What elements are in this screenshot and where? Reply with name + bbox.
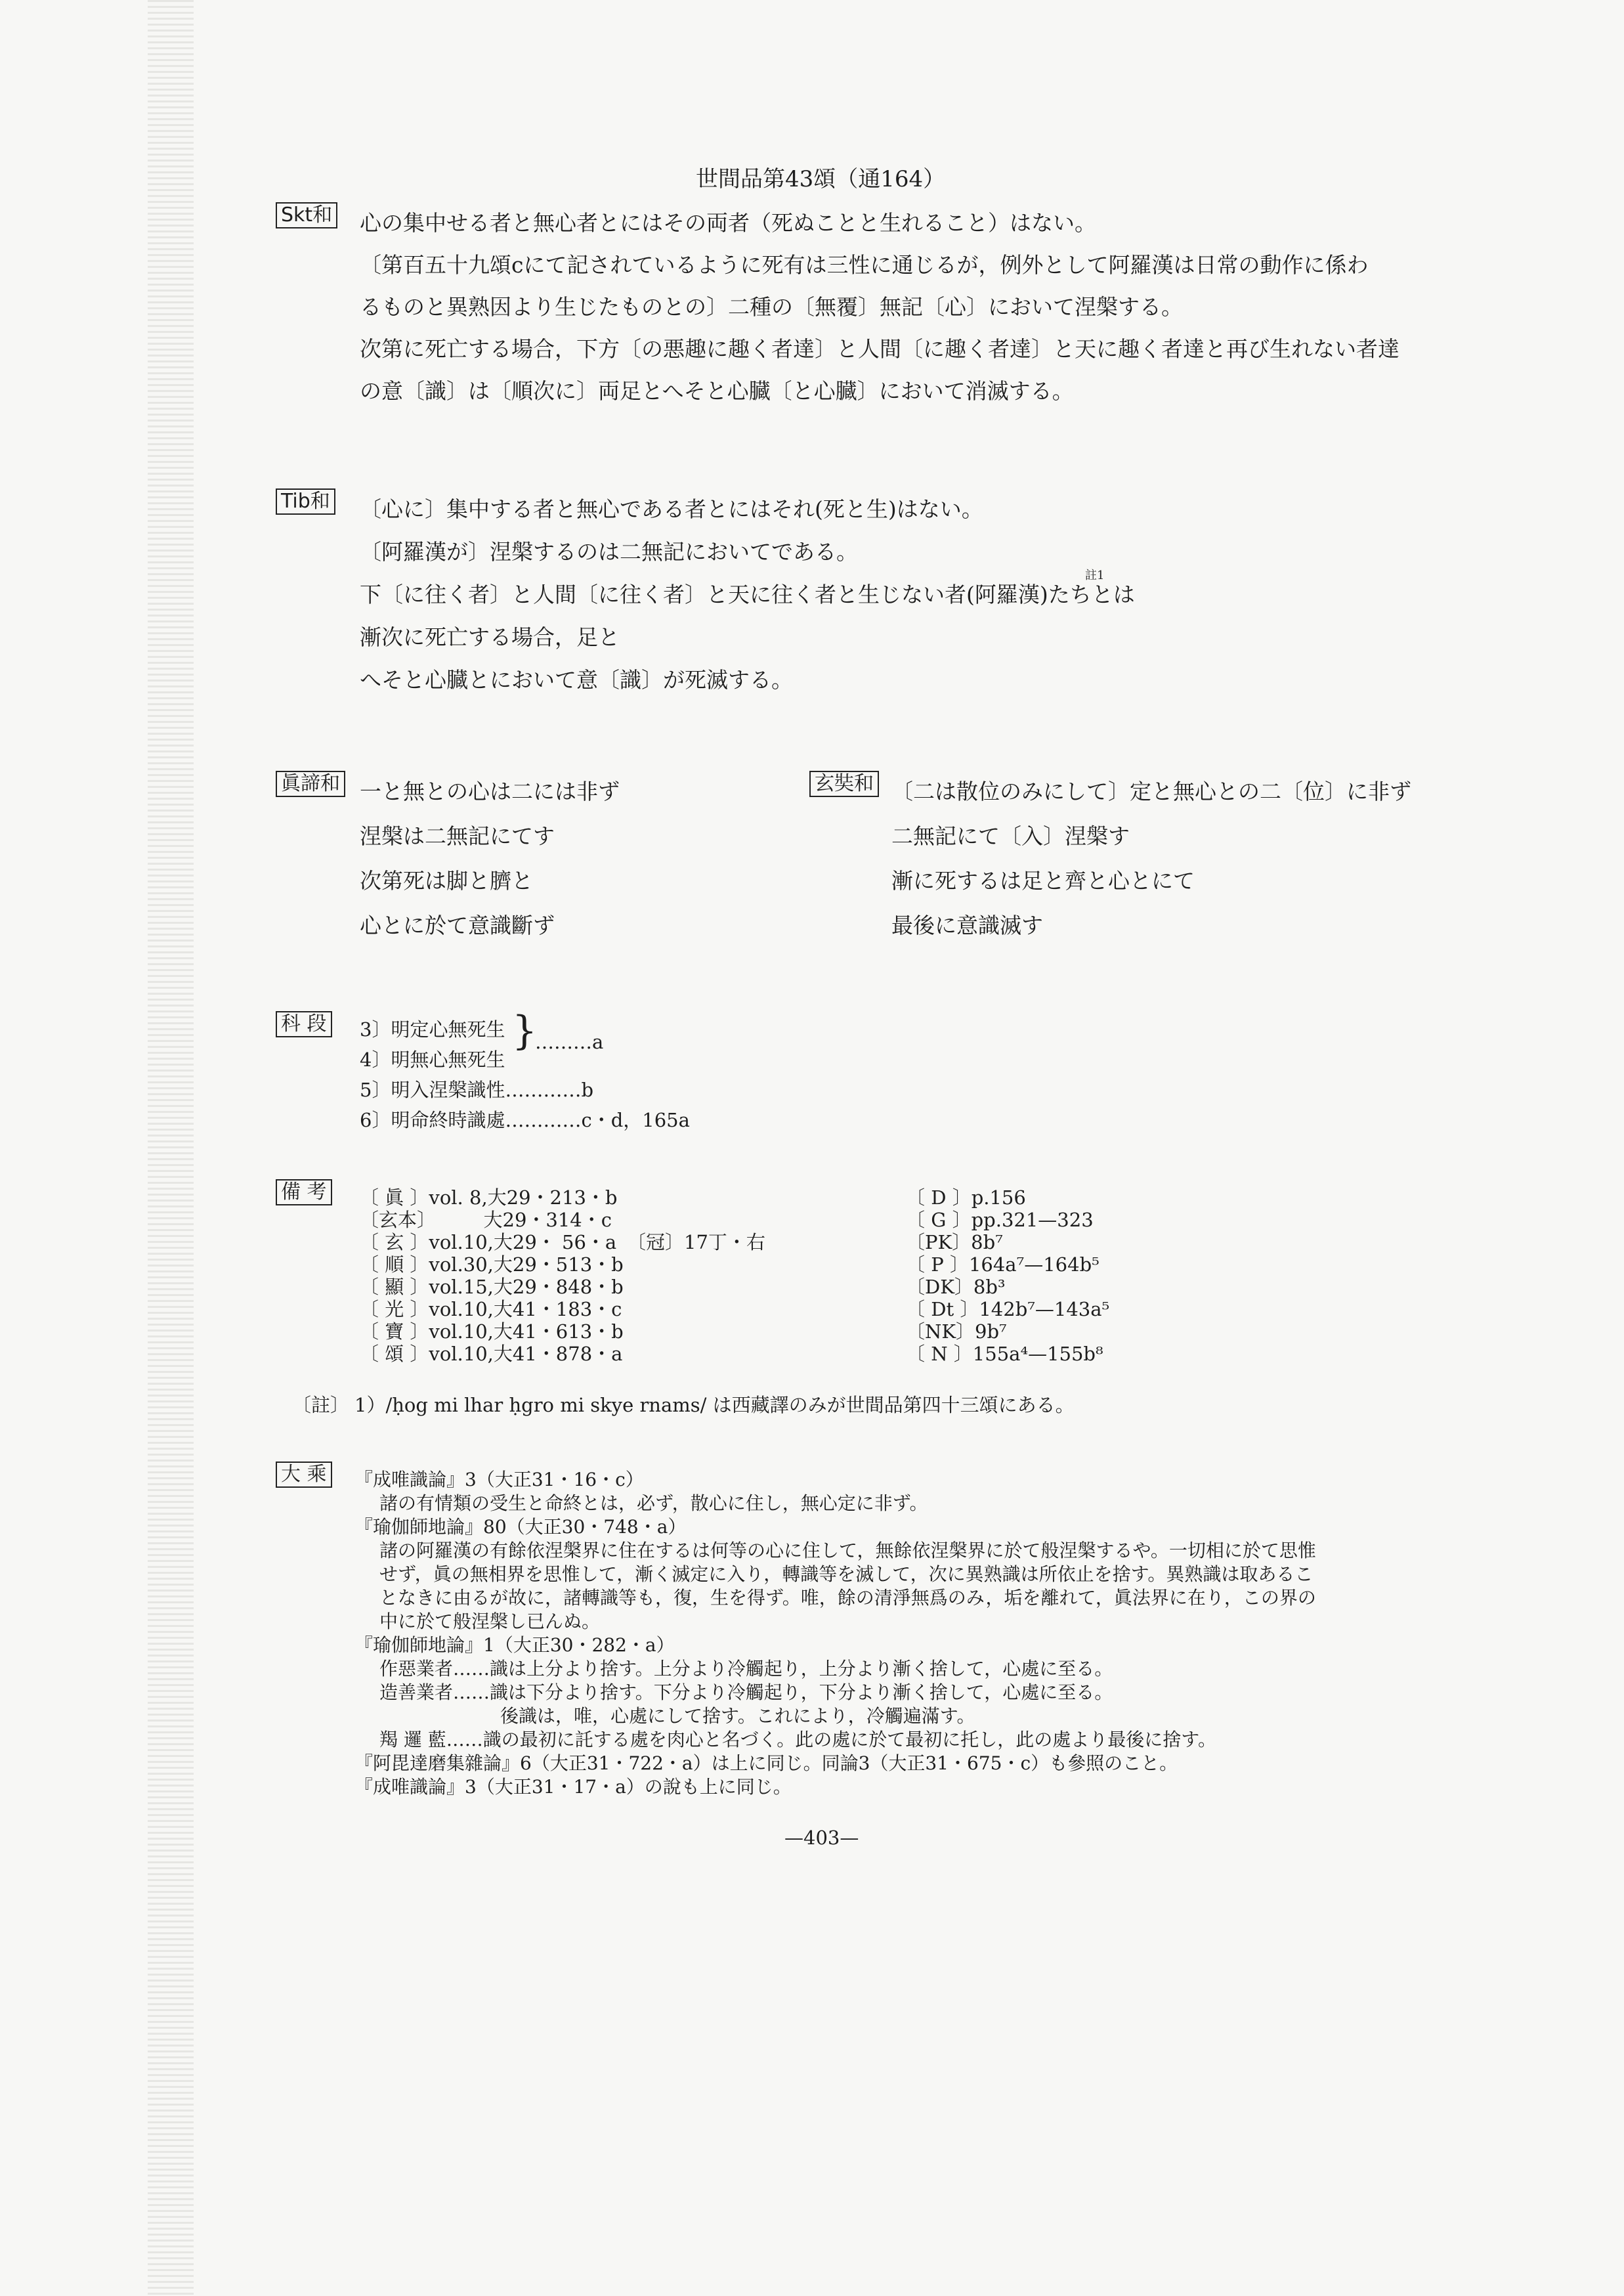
kadan-label: 科 段: [276, 1011, 332, 1037]
biko-right-5: 〔DK〕8b³: [906, 1276, 1006, 1298]
biko-left-6: 〔 光 〕vol.10,大41・183・c: [360, 1298, 622, 1320]
tib-line-2: 〔阿羅漢が〕涅槃するのは二無記においてである。: [360, 539, 858, 565]
note-text: 1）/ḥog mi lhar ḥgro mi skye rnams/ は西藏譯のみが世間品第四十三頌にある。: [354, 1394, 1075, 1416]
tib-line-4: 漸次に死亡する場合，足と: [360, 624, 620, 650]
daijo-line-9: 作惡業者……識は上分より捨す。上分より冷觸起り，上分より漸く捨して，心處に至る。: [379, 1658, 1113, 1679]
page-number: —403—: [784, 1827, 859, 1849]
daijo-line-12: 羯 邏 藍……識の最初に託する處を肉心と名づく。此の處に於て最初に托し，此の處より最後に捨す。: [379, 1729, 1217, 1750]
daijo-line-2: 諸の有情類の受生と命終とは，必ず，散心に住し，無心定に非ず。: [379, 1492, 928, 1514]
daijo-line-3: 『瑜伽師地論』80（大正30・748・a）: [354, 1516, 687, 1538]
biko-left-4: 〔 順 〕vol.30,大29・513・b: [360, 1253, 624, 1276]
page-title: 世間品第43頌（通164）: [696, 166, 946, 192]
biko-left-extra: 〔冠〕17丁・右: [627, 1231, 765, 1253]
biko-label: 備 考: [276, 1179, 332, 1205]
biko-right-2: 〔 G 〕pp.321—323: [906, 1209, 1094, 1231]
biko-right-8: 〔 N 〕155a⁴—155b⁸: [906, 1343, 1103, 1365]
daijo-line-4: 諸の阿羅漢の有餘依涅槃界に住在するは何等の心に住して，無餘依涅槃界に於て般涅槃するや。一切相に於て思惟: [379, 1540, 1316, 1561]
skt-label: Skt和: [276, 202, 337, 228]
daijo-line-1: 『成唯識論』3（大正31・16・c）: [354, 1469, 644, 1490]
shintai-line-3: 次第死は脚と臍と: [360, 868, 533, 894]
biko-right-4: 〔 P 〕164a⁷—164b⁵: [906, 1253, 1100, 1276]
tib-note-mark: 註1: [1085, 569, 1105, 582]
biko-right-1: 〔 D 〕p.156: [906, 1186, 1026, 1209]
kadan-brace: }: [512, 1008, 538, 1054]
daijo-line-10: 造善業者……識は下分より捨す。下分より冷觸起り，下分より漸く捨して，心處に至る。: [379, 1681, 1113, 1703]
note-label: 〔註〕: [292, 1394, 350, 1416]
biko-left-8: 〔 頌 〕vol.10,大41・878・a: [360, 1343, 623, 1365]
scan-edge-shadow: [148, 0, 194, 2296]
shintai-line-1: 一と無との心は二には非ず: [360, 779, 620, 804]
daijo-line-11: 後識は，唯，心處にして捨す。これにより，冷觸遍滿す。: [500, 1705, 975, 1727]
kadan-item-6: 6〕明命終時識處…………c・d，165a: [360, 1109, 690, 1131]
skt-line-3: るものと異熟因より生じたものとの〕二種の〔無覆〕無記〔心〕において涅槃する。: [360, 294, 1183, 320]
daijo-line-14: 『成唯識論』3（大正31・17・a）の說も上に同じ。: [354, 1776, 792, 1798]
daijo-line-8: 『瑜伽師地論』1（大正30・282・a）: [354, 1634, 675, 1656]
genjo-line-4: 最後に意識滅す: [891, 913, 1043, 938]
skt-line-4: 次第に死亡する場合，下方〔の悪趣に趣く者達〕と人間〔に趣く者達〕と天に趣く者達と再び生れない者達: [360, 336, 1400, 362]
tib-line-3: 下〔に往く者〕と人間〔に往く者〕と天に往く者と生じない者(阿羅漢)たちとは: [360, 582, 1135, 607]
daijo-line-6: となきに由るが故に，諸轉識等も，復，生を得ず。唯，餘の清淨無爲のみ，垢を離れて，眞法界に在り，この界の: [379, 1587, 1316, 1609]
biko-right-7: 〔NK〕9b⁷: [906, 1320, 1007, 1343]
shintai-label: 眞諦和: [276, 771, 345, 797]
shintai-line-2: 涅槃は二無記にてす: [360, 823, 555, 849]
skt-line-5: の意〔識〕は〔順次に〕両足とへそと心臓〔と心臓〕において消滅する。: [360, 378, 1074, 404]
skt-line-1: 心の集中せる者と無心者とにはその両者（死ぬことと生れること）はない。: [360, 210, 1096, 236]
genjo-label: 玄奘和: [809, 771, 879, 797]
tib-line-1: 〔心に〕集中する者と無心である者とにはそれ(死と生)はない。: [360, 496, 983, 522]
daijo-line-7: 中に於て般涅槃し已んぬ。: [379, 1611, 601, 1632]
daijo-label: 大 乘: [276, 1462, 332, 1488]
genjo-line-2: 二無記にて〔入〕涅槃す: [891, 823, 1130, 849]
kadan-item-5: 5〕明入涅槃識性…………b: [360, 1079, 594, 1101]
kadan-brace-ref: ………a: [535, 1031, 604, 1053]
biko-left-1: 〔 眞 〕vol. 8,大29・213・b: [360, 1186, 618, 1209]
genjo-line-1: 〔二は散位のみにして〕定と無心との二〔位〕に非ず: [891, 779, 1411, 804]
daijo-line-5: せず，眞の無相界を思惟して，漸く滅定に入り，轉識等を滅して，次に異熟識は所依止を捨す。異熟識は取あるこ: [379, 1563, 1314, 1585]
biko-left-7: 〔 寶 〕vol.10,大41・613・b: [360, 1320, 624, 1343]
tib-label: Tib和: [276, 488, 335, 515]
biko-right-6: 〔 Dt 〕142b⁷—143a⁵: [906, 1298, 1110, 1320]
skt-line-2: 〔第百五十九頌cにて記されているように死有は三性に通じるが，例外として阿羅漢は日常の動作に係わ: [360, 252, 1369, 278]
tib-line-5: へそと心臓とにおいて意〔識〕が死滅する。: [360, 667, 793, 693]
biko-right-3: 〔PK〕8b⁷: [906, 1231, 1003, 1253]
genjo-line-3: 漸に死するは足と齊と心とにて: [891, 868, 1195, 894]
daijo-line-13: 『阿毘達磨集雜論』6（大正31・722・a）は上に同じ。同論3（大正31・675・c）も參照のこと。: [354, 1752, 1178, 1774]
biko-left-5: 〔 顯 〕vol.15,大29・848・b: [360, 1276, 624, 1298]
biko-left-3: 〔 玄 〕vol.10,大29・ 56・a: [360, 1231, 617, 1253]
biko-left-2: 〔玄本〕 大29・314・c: [360, 1209, 612, 1231]
kadan-item-4: 4〕明無心無死生: [360, 1049, 505, 1071]
shintai-line-4: 心とに於て意識斷ず: [360, 913, 555, 938]
kadan-item-3: 3〕明定心無死生: [360, 1018, 505, 1041]
